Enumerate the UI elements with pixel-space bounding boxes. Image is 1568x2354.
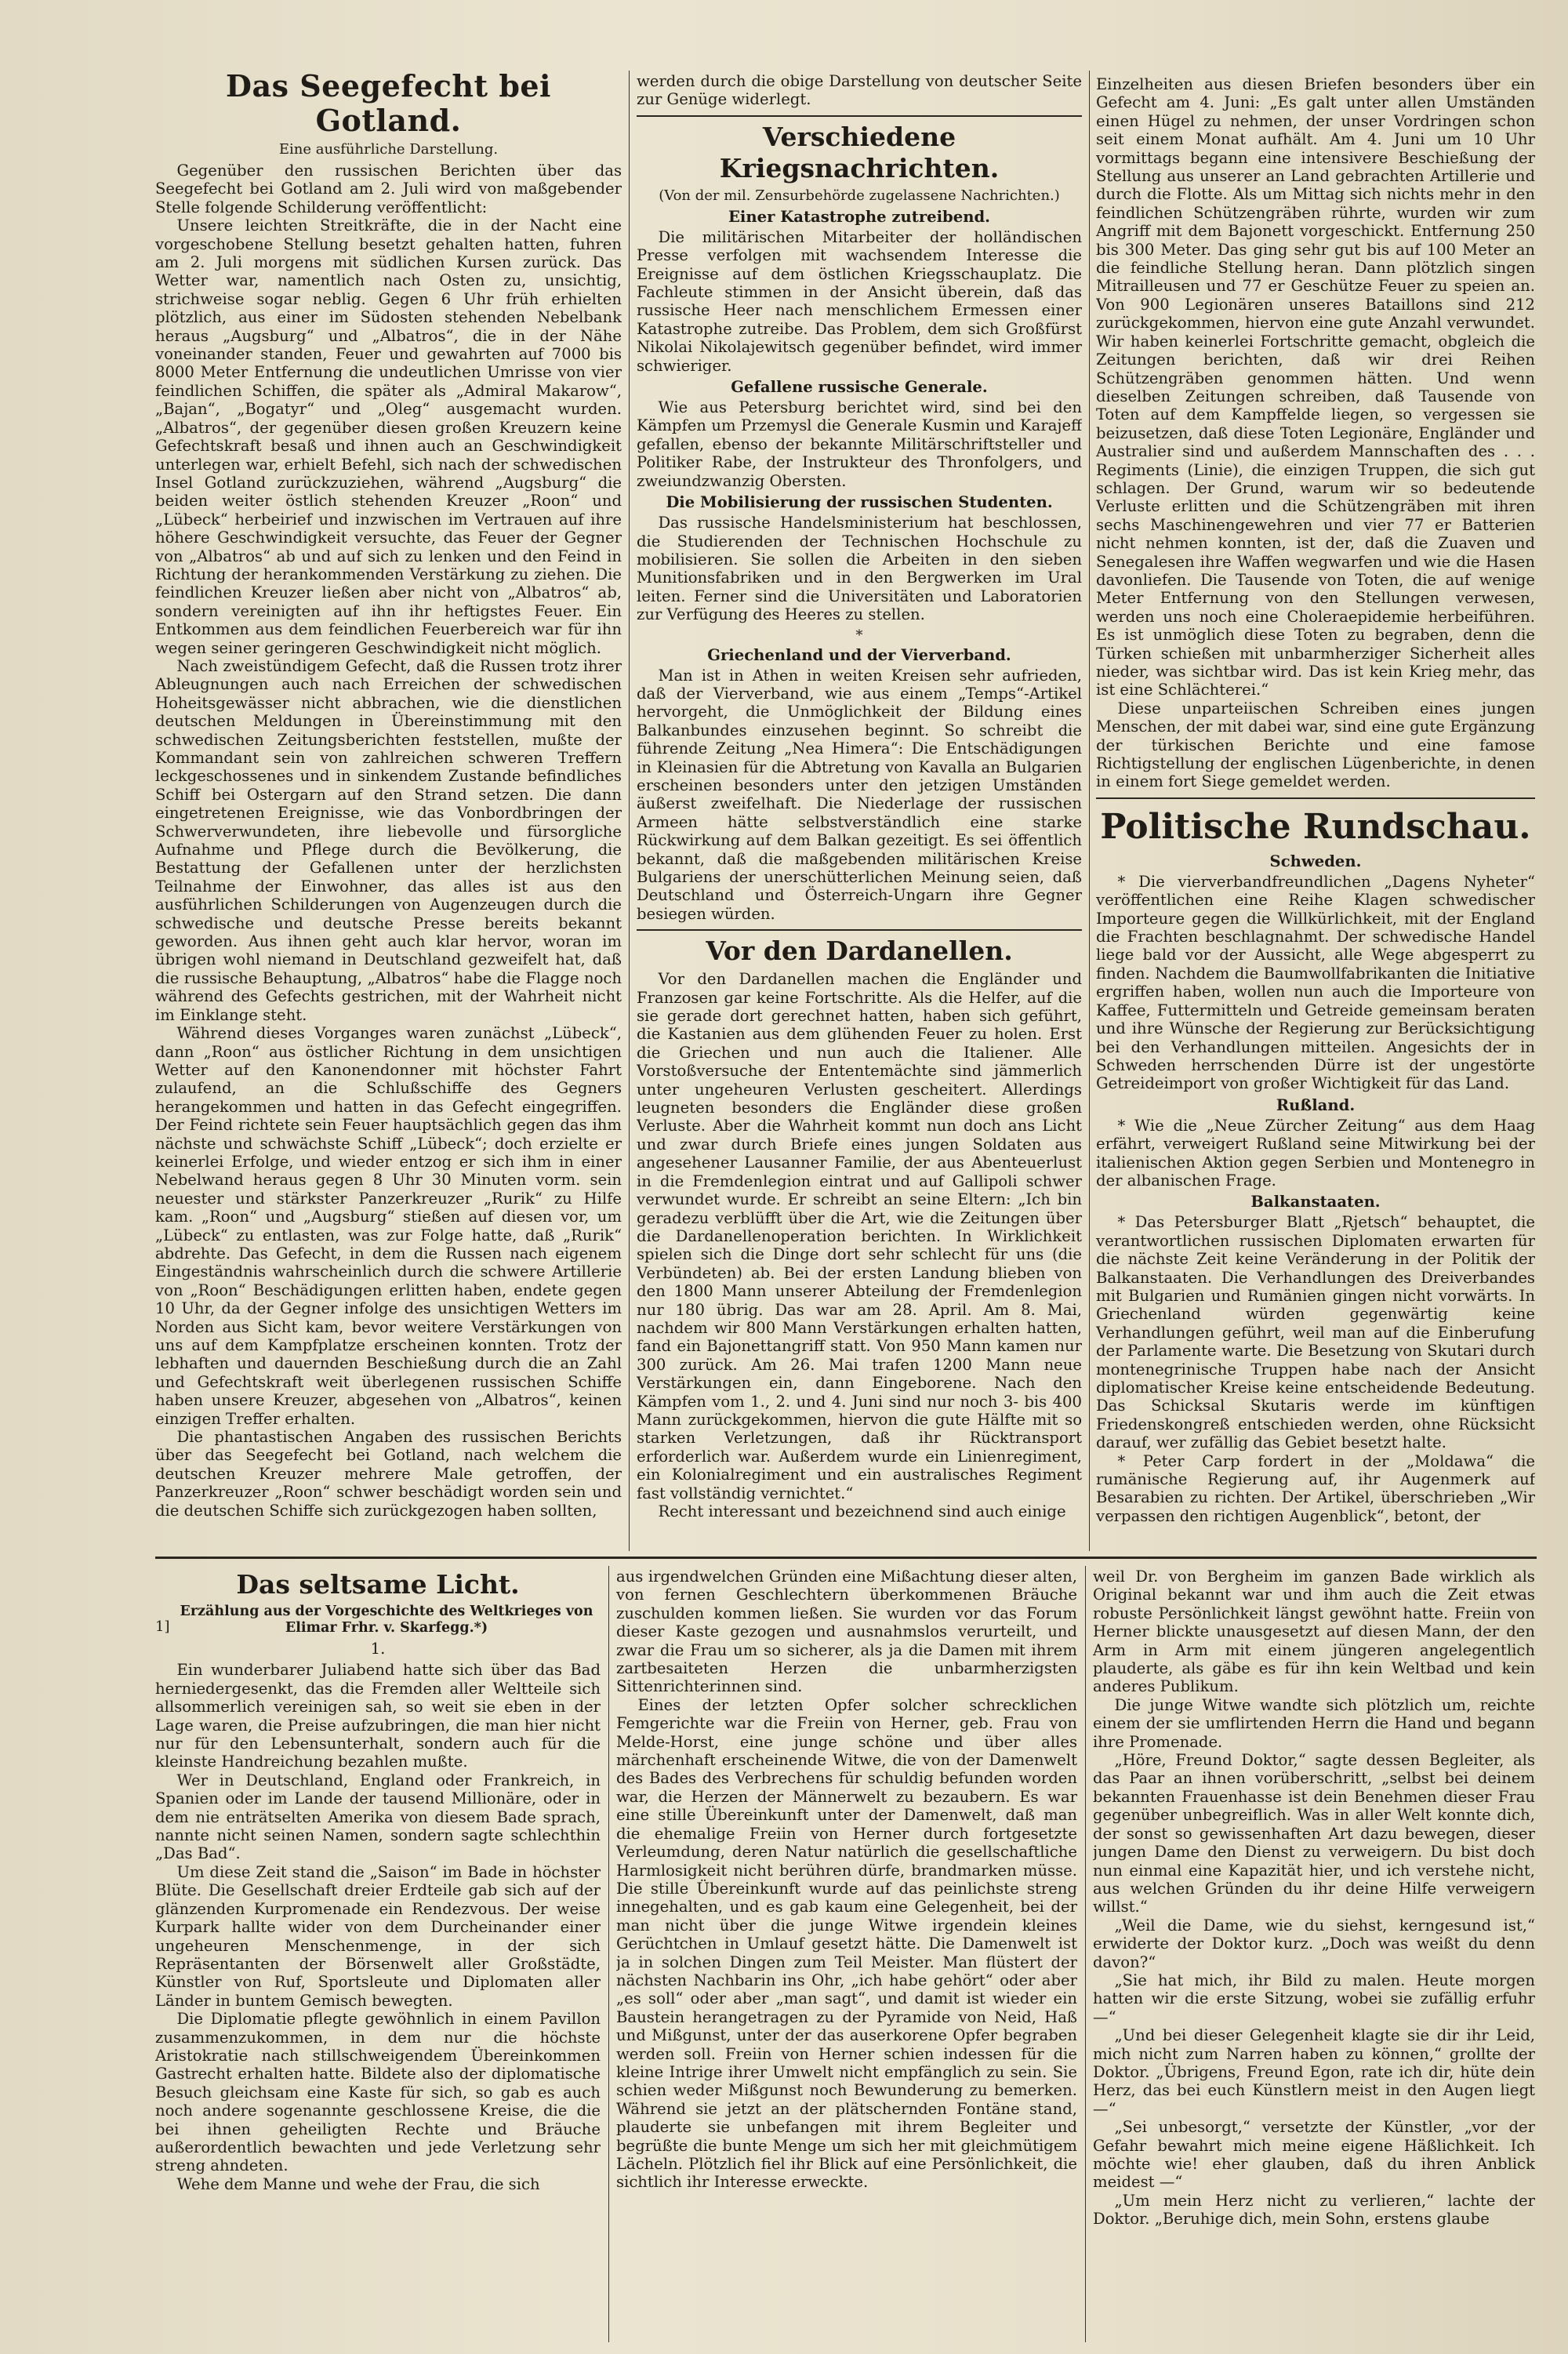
section-rule — [1096, 797, 1535, 799]
paragraph: Eines der letzten Opfer solcher schrecklichen Femgerichte war die Freiin von Herner, geb. Frau von Melde-Horst, eine junge schöne und über alles märchenhaft erscheinende Witwe, die von der Damenwelt des Bades des Verbrechens für schuldig befunden worden war, die Herzen der Männerwelt zu bezaubern. Es war eine stille Übereinkunft unter der Damenwelt, daß man die ehemalige Freiin von Herner durch fortgesetzte Verleumdung, deren Natur natürlich die gesellschaftliche Harmlosigkeit nicht berühren dürfe, brandmarken müsse. Die stille Übereinkunft wurde auf das peinlichste streng innegehalten, und es gab kaum eine Gelegenheit, bei der man nicht über die junge Witwe irgendein kleines Gerüchtchen in Umlauf gesetzt hätte. Die Damenwelt ist ja in solchen Dingen zum Teil Meister. Man flüstert der nächsten Nachbarin ins Ohr, „ich habe gehört“ oder aber „es soll“ oder aber „man sagt“, und damit ist wieder ein Baustein herangetragen zu der Pyramide von Neid, Haß und Mißgunst, unter der das auserkorene Opfer begraben werden soll. Freiin von Herner schien indessen für die kleine Intrige ihrer Umwelt nicht empfänglich zu sein. Sie schien weder Mißgunst noch Bewunderung zu bemerken. Während sie jetzt an der plätschernden Fontäne stand, plauderte sie unbefangen mit ihrem Begleiter und begrüßte die bunte Menge um sich her mit gleichmütigem Lächeln. Plötzlich fiel ihr Blick auf eine Persönlichkeit, die sichtlich ihr Interesse erweckte. — [616, 1695, 1077, 2192]
column-rule — [608, 1566, 609, 2342]
paragraph: Die junge Witwe wandte sich plötzlich um, reichte einem der sie umflirtenden Herrn die Hand und begann ihre Promenade. — [1093, 1695, 1535, 1751]
paragraph: Die militärischen Mitarbeiter der holländischen Presse verfolgen mit wachsendem Interesse die Ereignisse auf dem östlichen Kriegsschauplatz. Die Fachleute stimmen in der Ansicht überein, daß das russische Heer nach menschlichem Ermessen einer Katastrophe zutreibe. Das Problem, dem sich Großfürst Nikolai Nikolajewitsch gegenüber befindet, wird immer schwieriger. — [637, 227, 1082, 375]
paragraph: „Höre, Freund Doktor,“ sagte dessen Begleiter, als das Paar an ihnen vorüberschritt, „selbst bei deinem bekannten Frauenhasse ist dein Benehmen dieser Frau gegenüber unbegreiflich. Was in aller Welt konnte dich, der sonst so gewissenhaften Art dazu bewegen, dieser jungen Dame den Dienst zu verweigern. Du bist doch nun einmal eine Kapazität hier, und ich verstehe nicht, aus welchen Gründen du ihr deine Hilfe verweigern willst.“ — [1093, 1751, 1535, 1916]
subheading: Balkanstaaten. — [1250, 1193, 1381, 1212]
paragraph: Um diese Zeit stand die „Saison“ im Bade in höchster Blüte. Die Gesellschaft dreier Erdteile gab sich auf der glänzenden Kurpromenade ein Rendezvous. Der weise Kurpark hallte wider von dem Durcheinander einer ungeheuren Menschenmenge, in der sich Repräsentanten der Börsenwelt aller Großstädte, Künstler von Ruf, Sportsleute und Diplomaten aller Länder in buntem Gemisch bewegten. — [155, 1862, 601, 2010]
novel-column-three — [1093, 1568, 1535, 2349]
paragraph: aus irgendwelchen Gründen eine Mißachtung dieser alten, von fernen Geschlechtern überkommenen Bräuche zuschulden kommen ließen. Sie wurden vor das Forum dieser Kaste gezogen und ausnahmslos verurteilt, und zwar die Frau um so sicherer, als ja die Damen mit ihrem zartbesaiteten Herzen die unbarmherzigsten Sittenrichterinnen sind. — [616, 1568, 1077, 1696]
feuilleton-section — [0, 1557, 1568, 2354]
paragraph: weil Dr. von Bergheim im ganzen Bade wirklich als Original bekannt war und ihm auch die Zeit etwas robuste Persönlichkeit längst gewöhnt hatte. Freiin von Herner blickte unausgesetzt auf diesen Mann, der den Arm in Arm mit einem jüngeren angelegentlich plauderte, als gäbe es für ihn kein Weltbad und kein anderes Publikum. — [1093, 1568, 1535, 1696]
chapter-number: 1. — [370, 1640, 386, 1658]
subtitle-seegefecht: Eine ausführliche Darstellung. — [278, 141, 499, 158]
paragraph: Unsere leichten Streitkräfte, die in der Nacht eine vorgeschobene Stellung besetzt gehalten hatten, fuhren am 2. Juli morgens mit südlichen Kursen zurück. Das Wetter war, namentlich nach Osten zu, unsichtig, strichweise sogar neblig. Gegen 6 Uhr früh erhielten plötzlich, aus einer im Südosten stehenden Nebelbank heraus „Augsburg“ und „Albatros“, die in der Nähe voneinander standen, Feuer und gewahrten auf 7000 bis 8000 Meter Entfernung die undeutlichen Umrisse von vier feindlichen Schiffen, die später als „Admiral Makarow“, „Bajan“, „Bogatyr“ und „Oleg“ ausgemacht wurden. „Albatros“, der gegenüber diesen großen Kreuzern keine Gefechtskraft besaß und ihnen auch an Geschwindigkeit unterlegen war, erhielt Befehl, sich nach der schwedischen Insel Gotland zurückzuziehen, während „Augsburg“ die beiden weiter östlich stehenden Kreuzer „Roon“ und „Lübeck“ herbeirief und inzwischen im Vertrauen auf ihre höhere Geschwindigkeit versuchte, das Feuer der Gegner von „Albatros“ ab und auf sich zu lenken und den Feind in Richtung der herankommenden Verstärkung zu ziehen. Die feindlichen Kreuzer ließen aber nicht von „Albatros“ ab, sondern vereinigten auf ihn ihr heftigstes Feuer. Ein Entkommen aus dem feindlichen Feuerbereich war für ihn wegen seiner geringeren Geschwindigkeit nicht möglich. — [155, 216, 622, 657]
paragraph: * Die vierverbandfreundlichen „Dagens Nyheter“ veröffentlichen eine Reihe Klagen schwedischer Importeure gegen die Willkürlichkeit, mit der England die Frachten beschlagnahmt. Der schwedische Handel liege bald vor der Aussicht, alle Wege abgesperrt zu finden. Nachdem die Baumwollfabrikanten die Initiative ergriffen haben, wollen nun auch die Importeure von Kaffee, Futtermitteln und Getreide gemeinsam beraten und ihre Wünsche der Regierung zur Berücksichtigung bei den Verhandlungen mitteilen. Angesichts der in Schweden herrschenden Dürre ist der ungestörte Getreideimport von großer Wichtigkeit für das Land. — [1096, 872, 1535, 1093]
subheading: Rußland. — [1276, 1095, 1356, 1114]
column-rule — [1085, 1566, 1086, 2342]
installment-number: 1] — [155, 1618, 170, 1635]
paragraph: Vor den Dardanellen machen die Engländer und Franzosen gar keine Fortschritte. Als die Helfer, auf die sie gerade dort gerechnet hatten, haben sich geführt, die Kastanien aus dem glühenden Feuer zu holen. Erst die Griechen und nun auch die Italiener. Alle Vorstoßversuche der Ententemächte sind jämmerlich unter ungeheuren Verlusten gescheitert. Allerdings leugneten besonders die Engländer diese großen Verluste. Aber die Wahrheit kommt nun doch ans Licht und zwar durch Briefe eines jungen Soldaten aus angesehener Lausanner Familie, der aus Abenteuerlust in die Fremdenlegion eintrat und auf Gallipoli schwer verwundet wurde. Er schreibt an seine Eltern: „Ich bin geradezu verblüfft über die Art, wie die Zeitungen über die Dardanellenoperation berichten. In Wirklichkeit spielen sich die Dinge dort sehr schlecht für uns (die Verbündeten) ab. Bei der ersten Landung blieben von den 1800 Mann unserer Abteilung der Fremdenlegion nur 180 übrig. Das war am 28. April. Am 8. Mai, nachdem wir 800 Mann Verstärkungen erhalten hatten, fand ein Bajonettangriff statt. Von 950 Mann kamen nur 300 zurück. Am 26. Mai trafen 1200 Mann neue Verstärkungen ein, dann Eingeborene. Nach den Kämpfen vom 1., 2. und 4. Juni sind nur noch 3- bis 400 Mann zurückgekommen, hiervon die gute Hälfte mit so starken Verletzungen, daß ihr Rücktransport erforderlich war. Außerdem wurde ein Linienregiment, ein Kolonialregiment und ein australisches Regiment fast vollständig vernichtet.“ — [637, 970, 1082, 1502]
paragraph: „Sie hat mich, ihr Bild zu malen. Heute morgen hatten wir die erste Sitzung, wobei sie zufällig erfuhr —“ — [1093, 1971, 1535, 2026]
paragraph: Die phantastischen Angaben des russischen Berichts über das Seegefecht bei Gotland, nach welchem die deutschen Kreuzer mehrere Male getroffen, der Panzerkreuzer „Roon“ schwer beschädigt worden sein und die deutschen Schiffe sich zurückgezogen haben sollten, — [155, 1428, 622, 1520]
paragraph: „Um mein Herz nicht zu verlieren,“ lachte der Doktor. „Beruhige dich, mein Sohn, erstens glaube — [1093, 2191, 1535, 2229]
subheading: Griechenland und der Vierverband. — [707, 645, 1011, 664]
subheading: Einer Katastrophe zutreibend. — [728, 207, 990, 226]
subheading: Schweden. — [1269, 852, 1362, 870]
article-seegefecht — [155, 66, 622, 1556]
article-column-three — [1096, 75, 1535, 1554]
headline-dardanellen: Vor den Dardanellen. — [706, 935, 1013, 967]
paragraph: * Peter Carp fordert in der „Moldawa“ die rumänische Regierung auf, ihr Augenmerk auf Besarabien zu richten. Der Artikel, überschrieben „Wir verpassen den richtigen Augenblick“, betont, der — [1096, 1451, 1535, 1525]
paragraph: Einzelheiten aus diesen Briefen besonders über ein Gefecht am 4. Juni: „Es galt unter allen Umständen einen Hügel zu nehmen, der unser Vordringen schon seit einem Monat aufhält. Am 4. Juni um 10 Uhr vormittags begann eine intensivere Beschießung der Stellung aus unserer an Land gebrachten Artillerie und durch die Flotte. Als um Mittag sich nichts mehr in den feindlichen Schützengräben rührte, wurden wir zum Angriff mit dem Bajonett vorgeschickt. Entfernung 250 bis 300 Meter. Das ging sehr gut bis auf 100 Meter an die feindliche Stellung heran. Dann plötzlich singen Mitrailleusen und 77 er Geschütze Feuer zu speien an. Von 900 Legionären unseres Bataillons sind 212 zurückgekommen, hiervon eine gute Anzahl verwundet. Wir haben keinerlei Fortschritte gemacht, obgleich die Zeitungen berichten, daß wir drei Reihen Schützengräben genommen hätten. Und wenn dieselben Zeitungen schreiben, daß Tausende von Toten auf dem Kampffelde liegen, so vergessen sie beizusetzen, daß diese Toten Legionäre, Engländer und Australier sind und außerdem Mannschaften des . . . Regiments (Linie), die einzigen Truppen, die sich gut schlagen. Der Grund, warum wir so bedeutende Verluste erlitten und die Schützengräben mit ihren sechs Maschinengewehren und vier 77 er Batterien nicht nehmen konnten, ist der, daß die Zuaven und Senegalesen ihre Waffen wegwarfen und wie die Hasen davonliefen. Die Tausende von Toten, die auf wenige Meter Entfernung von den Stellungen verwesen, werden uns noch eine Choleraepidemie herbeiführen. Es ist unmöglich diese Toten zu begraben, denn die Türken schießen mit unbarmherziger Sicherheit alles nieder, was sichtbar wird. Das ist kein Krieg mehr, das ist eine Schlächterei.“ — [1096, 75, 1535, 699]
paragraph: „Sei unbesorgt,“ versetzte der Künstler, „vor der Gefahr bewahrt mich meine eigene Häßlichkeit. Ich möchte wie! eher glauben, daß du ihren Anblick meidest —“ — [1093, 2118, 1535, 2192]
separator-star: * — [855, 627, 863, 644]
headline-kriegsnachrichten: Verschiedene Kriegsnachrichten. — [719, 121, 1000, 183]
headline-politische-rundschau: Politische Rundschau. — [1100, 806, 1531, 847]
paragraph: * Das Petersburger Blatt „Rjetsch“ behauptet, die verantwortlichen russischen Diplomaten erwarten für die nächste Zeit keine Veränderung in der Politik der Balkanstaaten. Die Verhandlungen des Dreiverbandes mit Bulgarien und Rumänien gingen nicht vorwärts. In Griechenland würden gegenwärtig keine Verhandlungen geführt, weil man auf die Einberufung der Parlamente warte. Die Besetzung von Skutari durch montenegrinische Truppen habe nach der Ansicht diplomatischer Kreise keine entscheidende Bedeutung. Das Schicksal Skutaris werde im künftigen Friedenskongreß entschieden werden, ohne Rücksicht darauf, wer zufällig das Gebiet besetzt halte. — [1096, 1213, 1535, 1452]
paragraph: werden durch die obige Darstellung von deutscher Seite zur Genüge widerlegt. — [637, 72, 1082, 109]
byline: Erzählung aus der Vorgeschichte des Weltkrieges von Elimar Frhr. v. Skarfegg.*) — [180, 1604, 593, 1636]
paragraph: Das russische Handelsministerium hat beschlossen, die Studierenden der Technischen Hochschule zu mobilisieren. Sie sollen die Arbeiten in den sieben Munitionsfabriken und in den Bergwerken im Ural leiten. Ferner sind die Universitäten und Laboratorien zur Verfügung des Heeres zu stellen. — [637, 514, 1082, 624]
paragraph: Man ist in Athen in weiten Kreisen sehr aufrieden, daß der Vierverband, wie aus einem „Temps“-Artikel hervorgeht, die Unmöglichkeit der Bildung eines Balkanbundes einzusehen beginnt. So schreibt die führende Zeitung „Nea Himera“: Die Entschädigungen in Kleinasien für die Abtretung von Kavalla an Bulgarien erscheinen besonders unter den jetzigen Umständen äußerst zweifelhaft. Die Niederlage der russischen Armeen hätte selbstverständlich eine starke Rückwirkung auf dem Balkan gezeitigt. Es sei öffentlich bekannt, daß die maßgebenden militärischen Kreise Bulgariens der unerschütterlichen Meinung seien, daß Deutschland und Österreich-Ungarn ihre Gegner besiegen würden. — [637, 666, 1082, 923]
article-kriegsnachrichten — [637, 72, 1082, 1554]
novel-column-one — [155, 1564, 601, 2349]
paragraph: Während dieses Vorganges waren zunächst „Lübeck“, dann „Roon“ aus östlicher Richtung in dem unsichtigen Wetter auf den Kanonendonner mit höchster Fahrt zulaufend, an die Schlußschiffe des Gegners herangekommen und hatten in das Gefecht eingegriffen. Der Feind richtete sein Feuer hauptsächlich gegen das ihm nächste und schwächste Schiff „Lübeck“; doch erzielte er keinerlei Erfolge, und wieder entzog er sich ihm in einer Nebelwand heraus gegen 8 Uhr 30 Minuten vorm. sein neuester und stärkster Panzerkreuzer „Rurik“ zu Hilfe kam. „Roon“ und „Augsburg“ stießen auf diesen vor, um „Lübeck“ zu entlasten, was zur Folge hatte, daß „Rurik“ abdrehte. Das Gefecht, in dem die Russen nach eigenem Eingeständnis wahrscheinlich durch die schwere Artillerie von „Roon“ Beschädigungen erlitten haben, endete gegen 10 Uhr, da der Gegner infolge des unsichtigen Wetters im Norden aus Sicht kam, bevor weitere Verstärkungen von uns auf dem Kampfplatze erscheinen konnten. Trotz der lebhaften und dauernden Beschießung durch die an Zahl und Gefechtskraft weit überlegenen russischen Schiffe haben unsere Kreuzer, abgesehen von „Albatros“, keinen einzigen Treffer erhalten. — [155, 1024, 622, 1428]
subheading: Die Mobilisierung der russischen Studenten. — [666, 493, 1053, 512]
paragraph: „Und bei dieser Gelegenheit klagte sie dir ihr Leid, mich nicht zum Narren haben zu können,“ grollte der Doktor. „Übrigens, Freund Egon, rate ich dir, hüte dein Herz, das bei euch Künstlern meist in den Augen liegt —“ — [1093, 2026, 1535, 2118]
section-rule — [637, 929, 1082, 931]
headline-seltsame-licht: Das seltsame Licht. — [236, 1569, 520, 1600]
paragraph: Ein wunderbarer Juliabend hatte sich über das Bad herniedergesenkt, das die Fremden aller Weltteile sich allsommerlich vereinigen sah, so weit sie eben in der Lage waren, die Preise aufzubringen, die man hier nicht nur für den Lebensunterhalt, sondern auch für die kleinste Handreichung bezahlen mußte. — [155, 1661, 601, 1771]
paragraph: Nach zweistündigem Gefecht, daß die Russen trotz ihrer Ableugnungen auch nach Erreichen der schwedischen Hoheitsgewässer nicht abbrachen, wie die dienstlichen deutschen Meldungen in Übereinstimmung mit den schwedischen Zeitungsberichten feststellen, mußte der Kommandant sein von zahlreichen schweren Treffern leckgeschossenes und in sinkendem Zustande befindliches Schiff bei Ostergarn auf den Strand setzen. Die dann eingetretenen Ereignisse, wie das Vonbordbringen der Schwerverwundeten, ihre liebevolle und fürsorgliche Aufnahme und Pflege durch die Bevölkerung, die Bestattung der Gefallenen unter der herzlichsten Teilnahme der Einwohner, das alles ist aus den ausführlichen Schilderungen von Augenzeugen durch die schwedische und deutsche Presse bereits bekannt geworden. Aus ihnen geht auch klar hervor, woran im übrigen wohl niemand in Deutschland gezweifelt hat, daß die russische Behauptung, „Albatros“ habe die Flagge noch während des Gefechts gestrichen, mit der Wahrheit nicht im Einklange steht. — [155, 656, 622, 1024]
column-rule — [1089, 71, 1090, 1551]
column-rule — [629, 71, 630, 1551]
subtitle-kriegsnachrichten: (Von der mil. Zensurbehörde zugelassene Nachrichten.) — [659, 187, 1060, 204]
headline-seegefecht: Das Seegefecht bei Gotland. — [226, 68, 551, 138]
paragraph: Die Diplomatie pflegte gewöhnlich in einem Pavillon zusammenzukommen, in dem nur die höchste Aristokratie nach stillschweigendem Übereinkommen Gastrecht erhalten hatte. Bildete also der diplomatische Besuch gleichsam eine Kaste für sich, so gab es auch noch andere sogenannte geschlossene Kreise, die die bei ihnen geheiligten Rechte und Bräuche außerordentlich bewachten und jede Verletzung sehr streng ahndeten. — [155, 2010, 601, 2175]
novel-column-two — [616, 1568, 1077, 2349]
byline-row — [155, 1604, 601, 1637]
paragraph: Diese unparteiischen Schreiben eines jungen Menschen, der mit dabei war, sind eine gute Ergänzung der türkischen Berichte und eine famose Richtigstellung der englischen Lügenberichte, in denen in einem fort Siege gemeldet werden. — [1096, 699, 1535, 791]
paragraph: Gegenüber den russischen Berichten über das Seegefecht bei Gotland am 2. Juli wird von maßgebender Stelle folgende Schilderung veröffentlicht: — [155, 162, 622, 216]
paragraph: Recht interessant und bezeichnend sind auch einige — [658, 1502, 1066, 1520]
paragraph: Wehe dem Manne und wehe der Frau, die sich — [176, 2174, 540, 2193]
paragraph: „Weil die Dame, wie du siehst, kerngesund ist,“ erwiderte der Doktor kurz. „Doch was weißt du denn davon?“ — [1093, 1916, 1535, 1971]
subheading: Gefallene russische Generale. — [731, 378, 988, 397]
section-rule — [637, 115, 1082, 117]
paragraph: Wie aus Petersburg berichtet wird, sind bei den Kämpfen um Przemysl die Generale Kusmin und Karajeff gefallen, ebenso der bekannte Militärschriftsteller und Politiker Rabe, der Instrukteur des Thronfolgers, und zweiundzwanzig Obersten. — [637, 398, 1082, 490]
paragraph: Wer in Deutschland, England oder Frankreich, in Spanien oder im Lande der tausend Millionäre, oder in dem nie enträtselten Amerika von diesem Bade sprach, nannte nicht seinen Namen, sondern sagte schlechthin „Das Bad“. — [155, 1771, 601, 1863]
paragraph: * Wie die „Neue Zürcher Zeitung“ aus dem Haag erfährt, verweigert Rußland seine Mitwirkung bei der italienischen Aktion gegen Serbien und Montenegro in der albanischen Frage. — [1096, 1116, 1535, 1190]
